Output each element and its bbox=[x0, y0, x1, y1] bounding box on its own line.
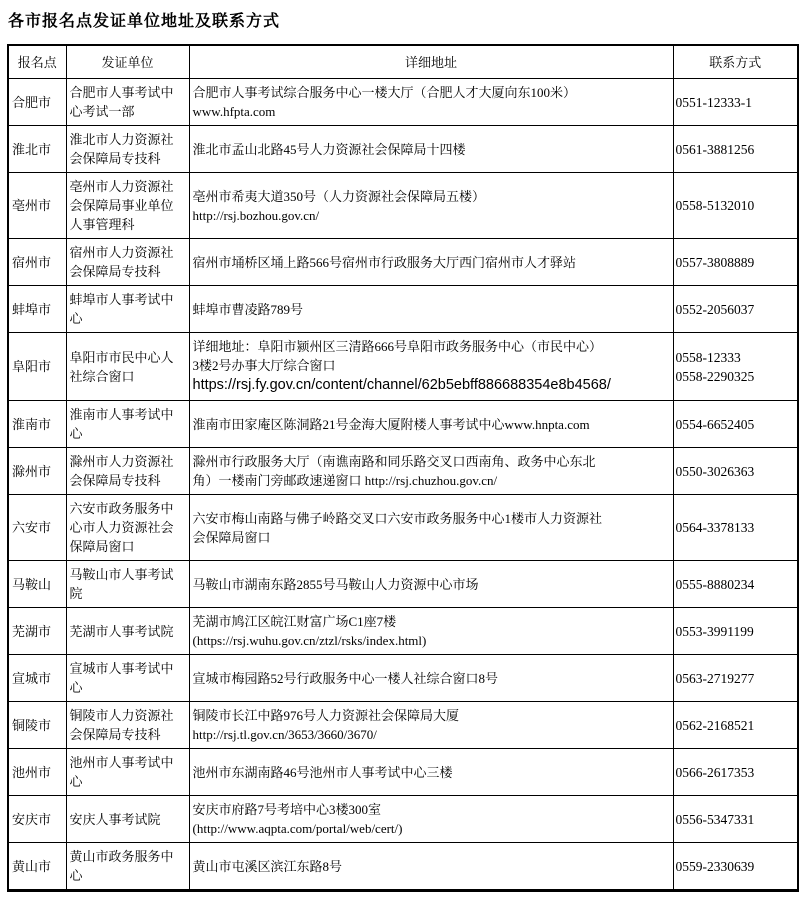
cell-address bbox=[189, 126, 673, 173]
header-row bbox=[8, 45, 798, 79]
cell-address bbox=[189, 401, 673, 448]
cell-city: 亳州市 bbox=[8, 173, 66, 239]
table-row bbox=[8, 495, 798, 561]
cell-issuing-unit: 合肥市人事考试中心考试一部 bbox=[66, 79, 189, 126]
cell-address bbox=[189, 333, 673, 401]
cell-issuing-unit: 淮北市人力资源社会保障局专技科 bbox=[66, 126, 189, 173]
table-header bbox=[8, 45, 798, 79]
table-row bbox=[8, 448, 798, 495]
cell-contact-number: 0557-3808889 bbox=[673, 239, 798, 286]
cell-address bbox=[189, 448, 673, 495]
cell-address bbox=[189, 79, 673, 126]
cell-contact-number: 0566-2617353 bbox=[673, 749, 798, 796]
cell-address bbox=[189, 655, 673, 702]
table-row bbox=[8, 702, 798, 749]
cell-city: 黄山市 bbox=[8, 843, 66, 891]
table-row bbox=[8, 843, 798, 891]
cell-city: 宣城市 bbox=[8, 655, 66, 702]
cell-city: 淮北市 bbox=[8, 126, 66, 173]
contact-table bbox=[7, 44, 799, 892]
address-text: 马鞍山市湖南东路2855号马鞍山人力资源中心市场 bbox=[192, 576, 479, 592]
cell-city: 阜阳市 bbox=[8, 333, 66, 401]
cell-address bbox=[189, 749, 673, 796]
cell-contact-number: 0563-2719277 bbox=[673, 655, 798, 702]
address-text: 蚌埠市曹凌路789号 bbox=[192, 301, 304, 317]
cell-issuing-unit: 亳州市人力资源社会保障局事业单位人事管理科 bbox=[66, 173, 189, 239]
address-text: 合肥市人事考试综合服务中心一楼大厅（合肥人才大厦向东100米） www.hfpta.com bbox=[192, 85, 577, 119]
col-header-city: 报名点 bbox=[8, 45, 66, 79]
cell-contact-number: 0551-12333-1 bbox=[673, 79, 798, 126]
cell-contact-number: 0558-5132010 bbox=[673, 173, 798, 239]
cell-address bbox=[189, 796, 673, 843]
cell-address bbox=[189, 286, 673, 333]
cell-contact-number: 0550-3026363 bbox=[673, 448, 798, 495]
cell-city: 滁州市 bbox=[8, 448, 66, 495]
cell-contact-number: 0562-2168521 bbox=[673, 702, 798, 749]
cell-city: 六安市 bbox=[8, 495, 66, 561]
table-row bbox=[8, 173, 798, 239]
cell-address bbox=[189, 173, 673, 239]
address-text: 淮南市田家庵区陈洞路21号金海大厦附楼人事考试中心www.hnpta.com bbox=[192, 416, 590, 432]
cell-address bbox=[189, 843, 673, 891]
cell-issuing-unit: 宿州市人力资源社会保障局专技科 bbox=[66, 239, 189, 286]
cell-issuing-unit: 安庆人事考试院 bbox=[66, 796, 189, 843]
cell-issuing-unit: 芜湖市人事考试院 bbox=[66, 608, 189, 655]
cell-address bbox=[189, 608, 673, 655]
address-text: 宿州市埇桥区埇上路566号宿州市行政服务大厅西门宿州市人才驿站 bbox=[192, 254, 577, 270]
cell-contact-number: 0554-6652405 bbox=[673, 401, 798, 448]
cell-issuing-unit: 马鞍山市人事考试院 bbox=[66, 561, 189, 608]
cell-issuing-unit: 铜陵市人力资源社会保障局专技科 bbox=[66, 702, 189, 749]
cell-address bbox=[189, 239, 673, 286]
address-text: 六安市梅山南路与佛子岭路交叉口六安市政务服务中心1楼市人力资源社 会保障局窗口 bbox=[192, 510, 603, 545]
address-url: https://rsj.fy.gov.cn/content/channel/62b5ebff886688354e8b4568/ bbox=[192, 377, 611, 393]
address-text: 芜湖市鸠江区皖江财富广场C1座7楼 (https://rsj.wuhu.gov.cn/ztzl/rsks/index.html) bbox=[192, 614, 427, 648]
cell-city: 芜湖市 bbox=[8, 608, 66, 655]
table-row bbox=[8, 239, 798, 286]
cell-contact-number: 0555-8880234 bbox=[673, 561, 798, 608]
cell-issuing-unit: 蚌埠市人事考试中心 bbox=[66, 286, 189, 333]
address-text: 亳州市希夷大道350号（人力资源社会保障局五楼） http://rsj.bozhou.gov.cn/ bbox=[192, 188, 486, 223]
address-text: 详细地址：阜阳市颍州区三清路666号阜阳市政务服务中心（市民中心） 3楼2号办事大厅综合窗口 bbox=[192, 339, 603, 373]
cell-city: 马鞍山 bbox=[8, 561, 66, 608]
address-text: 宣城市梅园路52号行政服务中心一楼人社综合窗口8号 bbox=[192, 670, 499, 686]
col-header-contact: 联系方式 bbox=[673, 45, 798, 79]
table-row bbox=[8, 655, 798, 702]
table-row bbox=[8, 126, 798, 173]
cell-issuing-unit: 六安市政务服务中心市人力资源社会保障局窗口 bbox=[66, 495, 189, 561]
address-text: 铜陵市长江中路976号人力资源社会保障局大厦 http://rsj.tl.gov.cn/3653/3660/3670/ bbox=[192, 708, 460, 742]
cell-city: 铜陵市 bbox=[8, 702, 66, 749]
table-row bbox=[8, 561, 798, 608]
cell-address bbox=[189, 561, 673, 608]
cell-city: 宿州市 bbox=[8, 239, 66, 286]
table-row bbox=[8, 608, 798, 655]
cell-issuing-unit: 阜阳市市民中心人社综合窗口 bbox=[66, 333, 189, 401]
address-text: 安庆市府路7号考培中心3楼300室 (http://www.aqpta.com/portal/web/cert/) bbox=[192, 802, 403, 836]
cell-issuing-unit: 黄山市政务服务中心 bbox=[66, 843, 189, 891]
cell-contact-number: 0552-2056037 bbox=[673, 286, 798, 333]
table-row bbox=[8, 333, 798, 401]
cell-contact-number: 0556-5347331 bbox=[673, 796, 798, 843]
cell-issuing-unit: 淮南市人事考试中心 bbox=[66, 401, 189, 448]
table-row bbox=[8, 286, 798, 333]
cell-contact-number: 0564-3378133 bbox=[673, 495, 798, 561]
cell-contact-number: 0559-2330639 bbox=[673, 843, 798, 891]
address-text: 池州市东湖南路46号池州市人事考试中心三楼 bbox=[192, 764, 453, 780]
address-text: 淮北市孟山北路45号人力资源社会保障局十四楼 bbox=[192, 141, 466, 157]
cell-address bbox=[189, 495, 673, 561]
cell-city: 合肥市 bbox=[8, 79, 66, 126]
cell-city: 池州市 bbox=[8, 749, 66, 796]
table-row bbox=[8, 401, 798, 448]
cell-city: 安庆市 bbox=[8, 796, 66, 843]
col-header-unit: 发证单位 bbox=[66, 45, 189, 79]
cell-city: 淮南市 bbox=[8, 401, 66, 448]
cell-contact-number: 0553-3991199 bbox=[673, 608, 798, 655]
cell-issuing-unit: 滁州市人力资源社会保障局专技科 bbox=[66, 448, 189, 495]
address-text: 滁州市行政服务大厅（南谯南路和同乐路交叉口西南角、政务中心东北 角）一楼南门旁邮政速递窗口 http://rsj.chuzhou.gov.cn/ bbox=[192, 454, 596, 488]
table-row bbox=[8, 79, 798, 126]
cell-issuing-unit: 宣城市人事考试中心 bbox=[66, 655, 189, 702]
page-title: 各市报名点发证单位地址及联系方式 bbox=[8, 13, 281, 30]
table-body bbox=[8, 79, 798, 891]
col-header-address: 详细地址 bbox=[189, 45, 673, 79]
cell-contact-number: 0561-3881256 bbox=[673, 126, 798, 173]
cell-contact-number: 0558-12333 0558-2290325 bbox=[673, 333, 798, 401]
cell-issuing-unit: 池州市人事考试中心 bbox=[66, 749, 189, 796]
cell-city: 蚌埠市 bbox=[8, 286, 66, 333]
table-row bbox=[8, 796, 798, 843]
address-text: 黄山市屯溪区滨江东路8号 bbox=[192, 858, 343, 874]
cell-address bbox=[189, 702, 673, 749]
table-row bbox=[8, 749, 798, 796]
